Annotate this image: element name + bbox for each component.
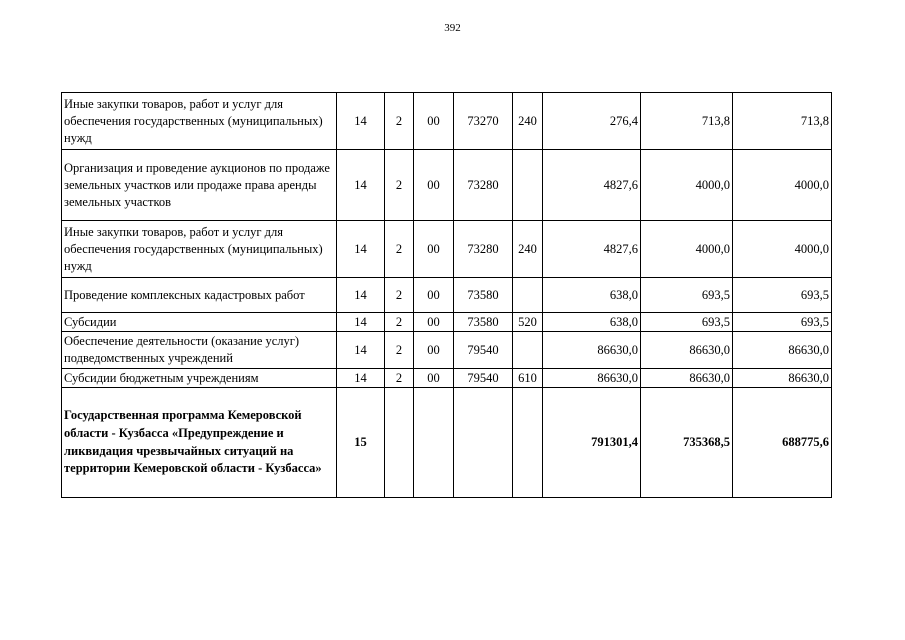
cell-vid: 520 (513, 313, 543, 332)
cell-value-1: 276,4 (543, 93, 641, 150)
cell-program: 00 (414, 313, 454, 332)
row-name: Субсидии бюджетным учреждениям (62, 369, 337, 388)
cell-value-1: 638,0 (543, 278, 641, 313)
cell-vid (513, 150, 543, 221)
cell-vid: 240 (513, 93, 543, 150)
cell-value-2: 4000,0 (641, 150, 733, 221)
table-row (62, 150, 832, 221)
cell-razdel: 14 (337, 150, 385, 221)
cell-code: 73580 (454, 278, 513, 313)
cell-value-2: 86630,0 (641, 369, 733, 388)
cell-program (414, 388, 454, 498)
cell-razdel: 14 (337, 221, 385, 278)
cell-razdel: 14 (337, 332, 385, 369)
cell-value-3: 713,8 (733, 93, 832, 150)
cell-value-3: 4000,0 (733, 150, 832, 221)
cell-value-1: 86630,0 (543, 332, 641, 369)
cell-value-3: 688775,6 (733, 388, 832, 498)
table-row (62, 369, 832, 388)
cell-podrazdel: 2 (385, 278, 414, 313)
cell-value-2: 4000,0 (641, 221, 733, 278)
cell-code: 79540 (454, 332, 513, 369)
cell-value-2: 693,5 (641, 313, 733, 332)
cell-vid (513, 278, 543, 313)
table-row (62, 388, 832, 498)
cell-program: 00 (414, 278, 454, 313)
table-row (62, 278, 832, 313)
cell-podrazdel: 2 (385, 221, 414, 278)
cell-razdel: 14 (337, 313, 385, 332)
cell-program: 00 (414, 150, 454, 221)
cell-razdel: 14 (337, 369, 385, 388)
cell-code: 73270 (454, 93, 513, 150)
table-row (62, 93, 832, 150)
row-name: Организация и проведение аукционов по продаже земельных участков или продаже права аренды земельных участков (62, 150, 337, 221)
cell-vid: 610 (513, 369, 543, 388)
cell-vid: 240 (513, 221, 543, 278)
row-name: Проведение комплексных кадастровых работ (62, 278, 337, 313)
row-name: Обеспечение деятельности (оказание услуг) подведомственных учреждений (62, 332, 337, 369)
cell-program: 00 (414, 221, 454, 278)
table-row (62, 221, 832, 278)
cell-code (454, 388, 513, 498)
cell-value-1: 4827,6 (543, 150, 641, 221)
table-row (62, 313, 832, 332)
cell-value-2: 713,8 (641, 93, 733, 150)
cell-program: 00 (414, 93, 454, 150)
cell-value-3: 86630,0 (733, 369, 832, 388)
cell-razdel: 14 (337, 93, 385, 150)
table-row (62, 332, 832, 369)
cell-podrazdel: 2 (385, 93, 414, 150)
page-number: 392 (444, 22, 461, 34)
cell-vid (513, 332, 543, 369)
cell-code: 73280 (454, 150, 513, 221)
cell-podrazdel: 2 (385, 150, 414, 221)
cell-value-2: 86630,0 (641, 332, 733, 369)
cell-value-2: 693,5 (641, 278, 733, 313)
row-name: Иные закупки товаров, работ и услуг для обеспечения государственных (муниципальных) нужд (62, 221, 337, 278)
row-name: Субсидии (62, 313, 337, 332)
row-name: Иные закупки товаров, работ и услуг для обеспечения государственных (муниципальных) нужд (62, 93, 337, 150)
cell-razdel: 14 (337, 278, 385, 313)
cell-podrazdel: 2 (385, 332, 414, 369)
cell-podrazdel: 2 (385, 369, 414, 388)
cell-program: 00 (414, 332, 454, 369)
cell-code: 73580 (454, 313, 513, 332)
cell-value-1: 638,0 (543, 313, 641, 332)
cell-value-1: 86630,0 (543, 369, 641, 388)
cell-value-3: 693,5 (733, 313, 832, 332)
cell-value-1: 4827,6 (543, 221, 641, 278)
cell-code: 79540 (454, 369, 513, 388)
cell-value-3: 693,5 (733, 278, 832, 313)
cell-program: 00 (414, 369, 454, 388)
cell-vid (513, 388, 543, 498)
cell-value-1: 791301,4 (543, 388, 641, 498)
cell-value-3: 4000,0 (733, 221, 832, 278)
cell-code: 73280 (454, 221, 513, 278)
cell-podrazdel (385, 388, 414, 498)
cell-razdel: 15 (337, 388, 385, 498)
budget-table (61, 92, 832, 498)
cell-value-3: 86630,0 (733, 332, 832, 369)
cell-podrazdel: 2 (385, 313, 414, 332)
cell-value-2: 735368,5 (641, 388, 733, 498)
row-name: Государственная программа Кемеровской области - Кузбасса «Предупреждение и ликвидация чрезвычайных ситуаций на территории Кемеровской области - Кузбасса» (62, 388, 337, 498)
